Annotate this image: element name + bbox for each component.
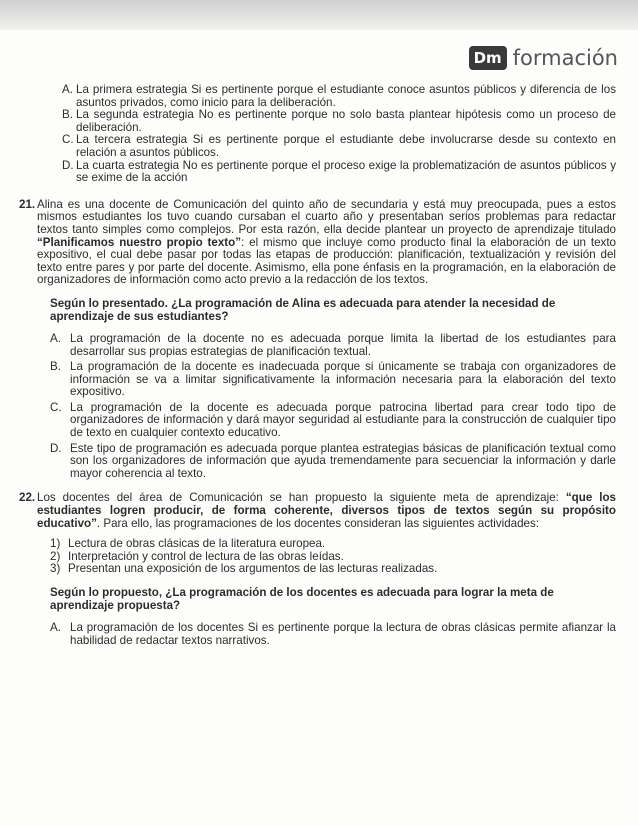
question-22 <box>19 491 616 530</box>
option-letter: A. <box>50 621 61 634</box>
q21-project-title: “Planificamos nuestro propio texto” <box>37 235 242 249</box>
activity-text: Interpretación y control de lectura de las obras leídas. <box>68 549 344 563</box>
option-letter: C. <box>62 133 74 147</box>
option-letter: D. <box>50 441 62 455</box>
activity-item <box>50 538 616 551</box>
q21-options <box>32 333 616 481</box>
activity-number: 1) <box>50 537 61 551</box>
q22-text-b: . Para ello, las programaciones de los docentes consideran las siguientes actividades: <box>96 516 540 530</box>
option-letter: B. <box>62 108 73 122</box>
q21-option-d <box>50 443 616 481</box>
header-logo <box>469 46 618 70</box>
option-text: Este tipo de programación es adecuada porque plantea estrategias básicas de planificación textual como son los organizadores de información que ayuda tremendamente para secuenciar la información y darle mayor coherencia al texto. <box>70 441 616 480</box>
question-number: 22. <box>19 491 36 505</box>
option-letter: D. <box>62 158 74 172</box>
option-text: La programación de la docente es adecuada porque patrocina libertad para crear todo tipo de organizadores de información y dará mayor seguridad al estudiante para la construcción de cualquier tipo de texto en cualquier contexto educativo. <box>70 400 616 440</box>
scan-top-band <box>0 0 638 30</box>
question-21 <box>19 197 616 287</box>
option-letter: B. <box>50 360 61 374</box>
q20-option-d <box>62 160 616 185</box>
q22-prompt: Según lo propuesto, ¿La programación de los docentes es adecuada para lograr la meta de aprendizaje propuesta? <box>50 586 554 612</box>
option-letter: A. <box>62 83 73 96</box>
option-text: La programación de los docentes Si es pertinente porque la lectura de obras clásicas permite afianzar la habilidad de redactar textos narrativos. <box>70 621 616 647</box>
q21-prompt: Según lo presentado. ¿La programación de Alina es adecuada para atender la necesidad de aprendizaje de sus estudiantes? <box>50 296 556 323</box>
q22-text-a: Los docentes del área de Comunicación se han propuesto la siguiente meta de aprendizaje: <box>37 491 566 505</box>
q22-option-a <box>50 622 616 647</box>
q21-text-a: Alina es una docente de Comunicación del quinto año de secundaria y está muy preocupada, pues a estos mismos estudiantes los tuvo cuando cursaban el cuarto año y presentaban serios problemas para redactar textos tanto simples como complejos. Por esta razón, ella decide plantear un proyecto de aprendizaje titulado <box>37 197 616 236</box>
activity-number: 3) <box>50 562 61 576</box>
option-letter: A. <box>50 331 61 345</box>
q20-option-b <box>62 109 616 134</box>
q21-option-b <box>50 361 616 399</box>
option-text: La cuarta estrategia No es pertinente porque el proceso exige la problematización de asuntos públicos y se exime de la acción <box>76 158 616 185</box>
q21-option-a <box>50 333 616 358</box>
activity-text: Lectura de obras clásicas de la literatura europea. <box>68 537 326 551</box>
q22-options <box>32 622 616 647</box>
q20-option-a <box>62 84 616 109</box>
q22-goal: “que los estudiantes logren producir, de forma coherente, diversos tipos de textos según su propósito educativo” <box>37 491 616 530</box>
page-content <box>19 83 616 647</box>
logo-word: formación <box>512 46 618 70</box>
logo-mark: Dm <box>469 46 507 70</box>
question-text <box>37 492 616 530</box>
activity-item <box>50 563 616 576</box>
option-text: La segunda estrategia No es pertinente porque no solo basta plantear hipótesis como un proceso de deliberación. <box>76 108 616 134</box>
option-text: La primera estrategia Si es pertinente porque el estudiante conoce asuntos públicos y diferencia de los asuntos privados, como inicio para la deliberación. <box>76 83 616 109</box>
q22-activities <box>50 538 616 576</box>
option-text: La programación de la docente no es adecuada porque limita la libertad de los estudiantes para desarrollar sus propias estrategias de planificación textual. <box>70 331 616 358</box>
option-text: La tercera estrategia Si es pertinente porque el estudiante debe involucrarse desde su contexto en relación a asuntos públicos. <box>76 133 616 159</box>
q21-text-b: : el mismo que incluye como producto final la elaboración de un texto expositivo, el cual debe pasar por todas las etapas de producción: planificación, textualización y revisión del texto entre pares y por parte del docente. Asimismo, ella pone énfasis en la programación, en la elaboración de organizadores de información como acto previo a la redacción de los textos. <box>37 235 616 287</box>
activity-number: 2) <box>50 549 61 563</box>
option-text: La programación de la docente es inadecuada porque si únicamente se trabaja con organizadores de información se va a limitar significativamente la información necesaria para la elaboración del texto expositivo. <box>70 360 616 399</box>
option-letter: C. <box>50 400 62 414</box>
question-text <box>37 199 616 287</box>
question-number: 21. <box>19 197 36 211</box>
activity-text: Presentan una exposición de los argumentos de las lecturas realizadas. <box>68 562 438 576</box>
q21-option-c <box>50 402 616 440</box>
q20-options <box>32 84 616 185</box>
q20-option-c <box>62 134 616 159</box>
